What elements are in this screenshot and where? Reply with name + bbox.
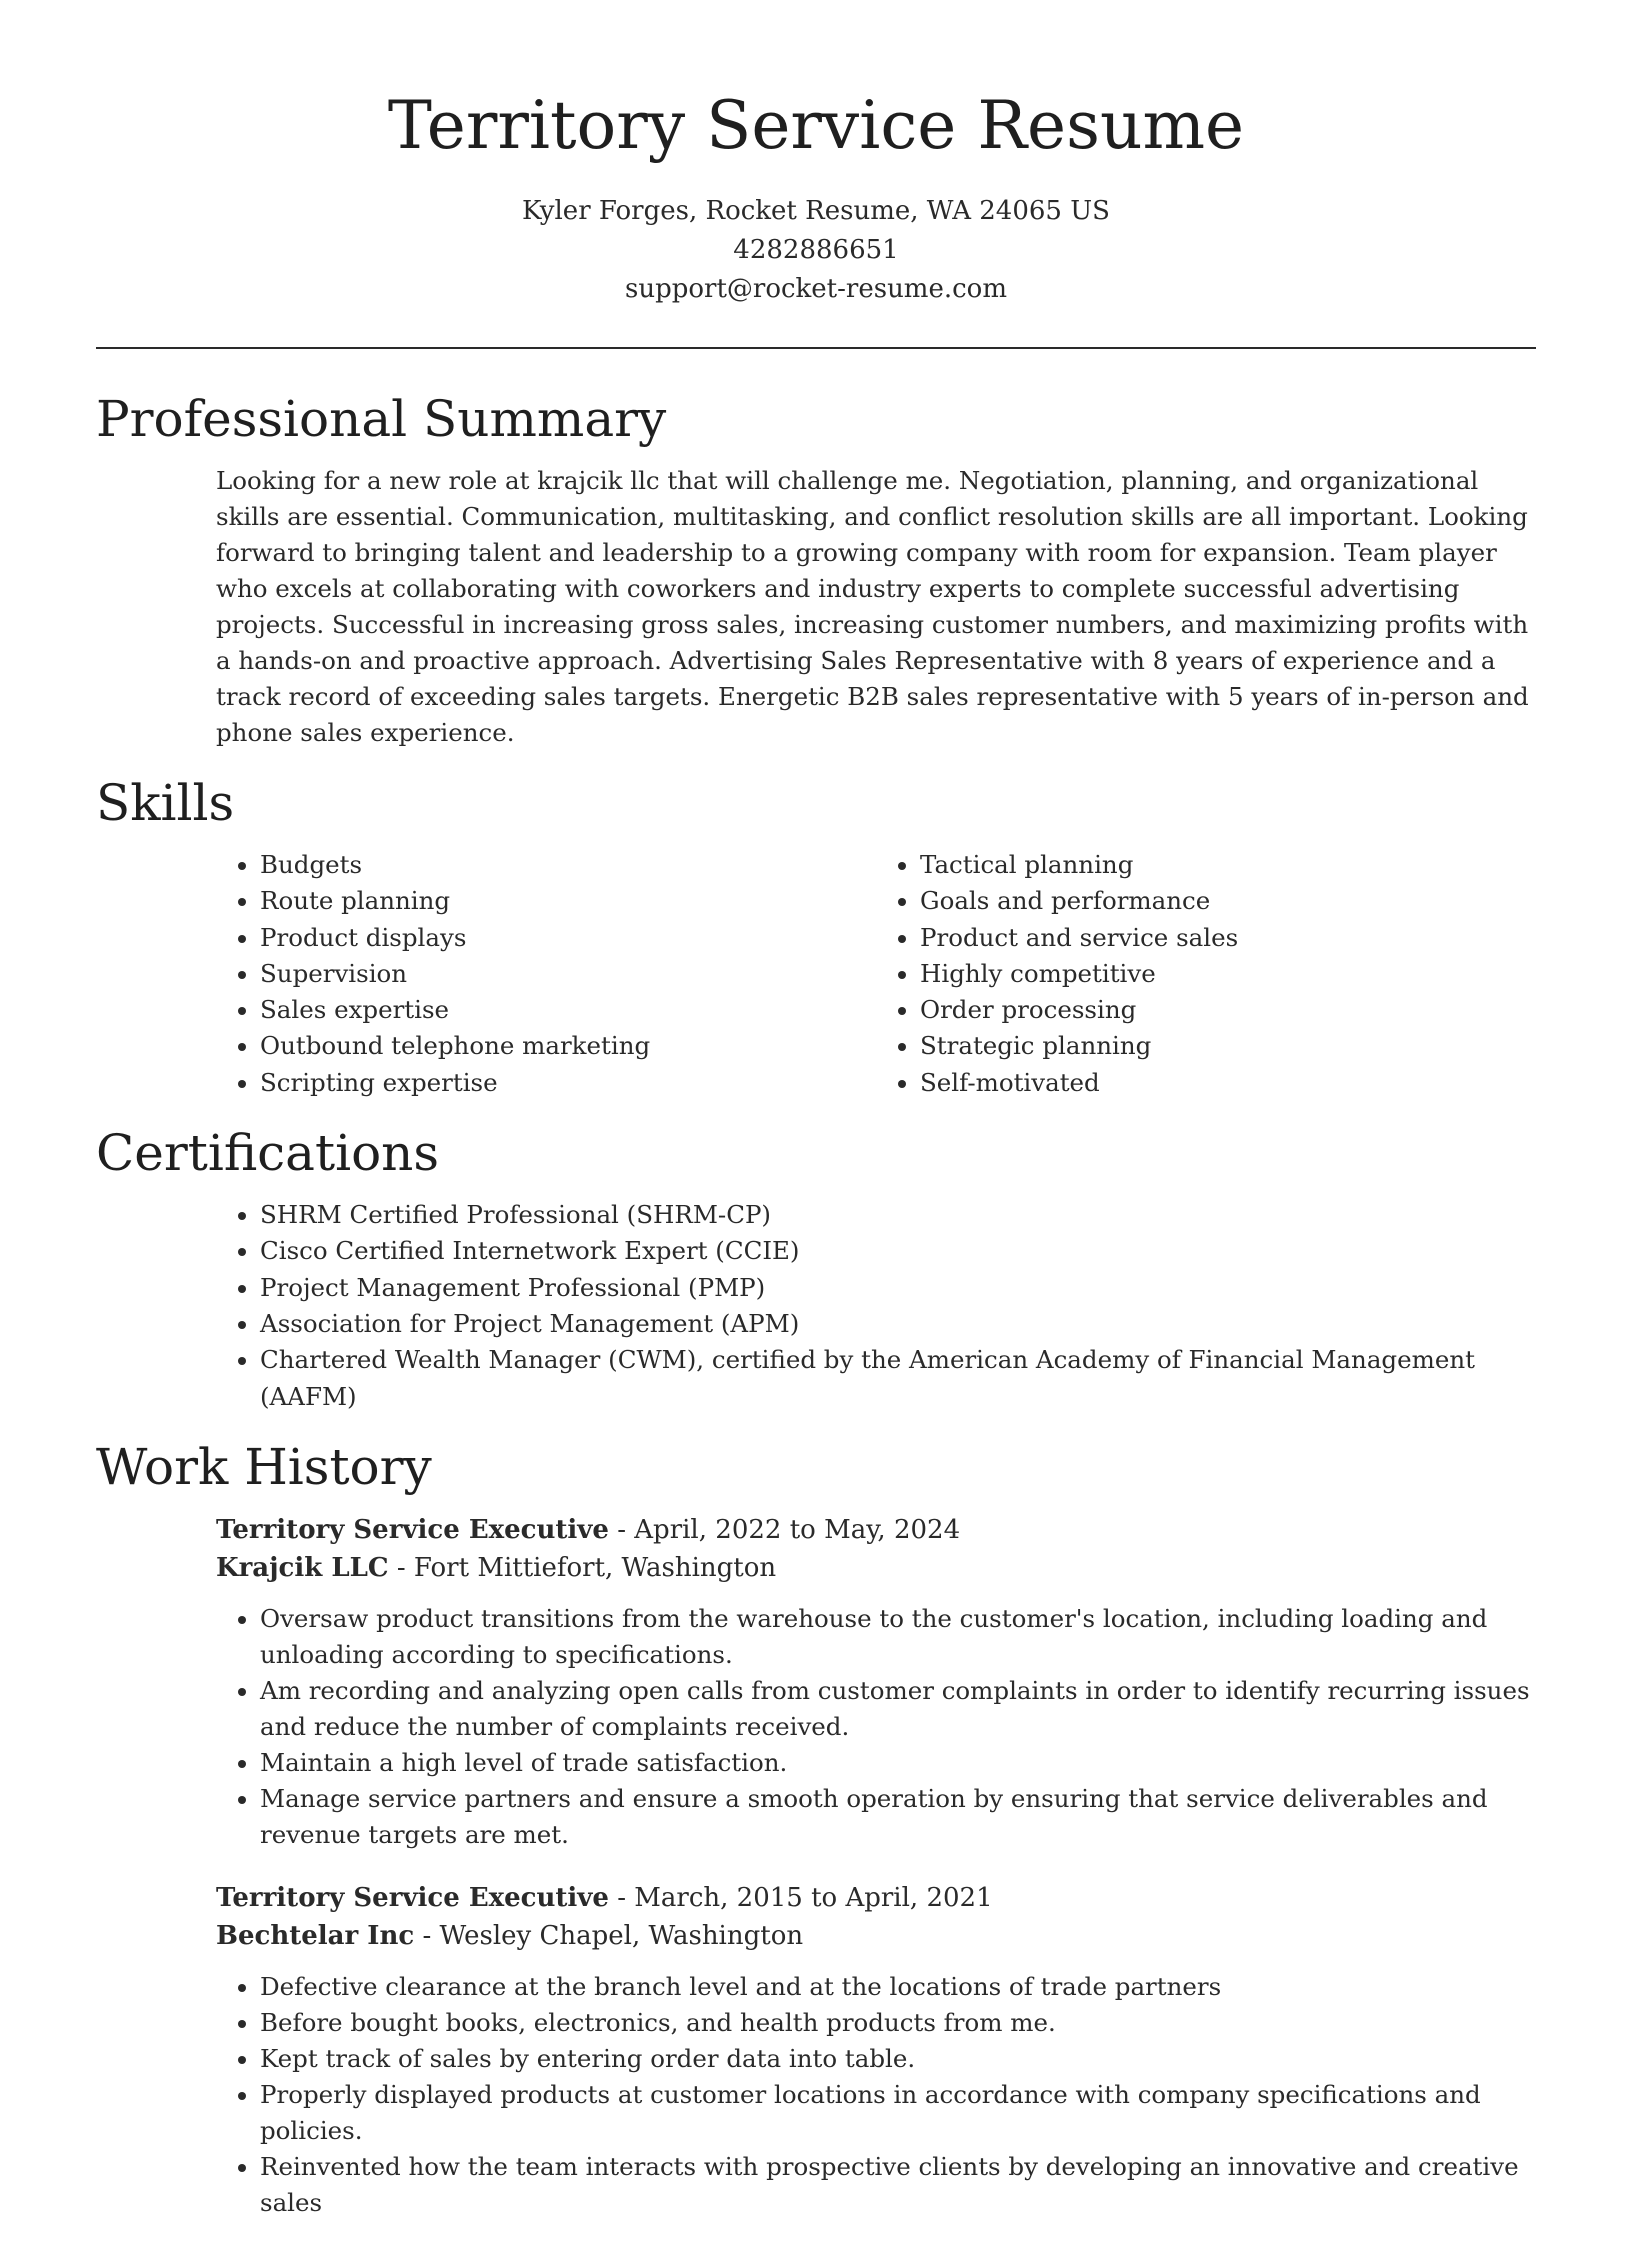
resume-header [96, 0, 1536, 309]
job-title-line [216, 1511, 1536, 1549]
skill-item: • Sales expertise [260, 992, 876, 1028]
header-divider [96, 347, 1536, 349]
summary-section [96, 389, 1536, 751]
job-dates: - April, 2022 to May, 2024 [608, 1514, 961, 1545]
summary-heading: Professional Summary [96, 390, 667, 448]
resume-title: Territory Service Resume [387, 87, 1245, 164]
certification-item: • SHRM Certified Professional (SHRM-CP) [260, 1197, 1536, 1233]
job-bullet: • Before bought books, electronics, and health products from me. [260, 2005, 1536, 2041]
skills-columns [216, 847, 1536, 1101]
job-title: Territory Service Executive [216, 1882, 609, 1913]
skills-left-column [216, 847, 876, 1101]
job-dates: - March, 2015 to April, 2021 [608, 1882, 993, 1913]
job-entry [216, 1511, 1536, 1853]
resume-page [96, 0, 1536, 2247]
skill-item: • Tactical planning [920, 847, 1536, 883]
contact-address: Kyler Forges, Rocket Resume, WA 24065 US [522, 196, 1110, 226]
job-company-line [216, 1549, 1536, 1587]
work-history-heading: Work History [96, 1437, 432, 1496]
skill-item: • Outbound telephone marketing [260, 1028, 876, 1064]
skill-item: • Highly competitive [920, 956, 1536, 992]
skills-heading: Skills [96, 774, 235, 832]
job-company-line [216, 1917, 1536, 1955]
skills-section [96, 773, 1536, 1101]
skill-item: • Product displays [260, 920, 876, 956]
job-bullet: • Am recording and analyzing open calls from customer complaints in order to identify recurring issues and reduce the number of complaints received. [260, 1673, 1536, 1745]
certifications-list [216, 1197, 1536, 1415]
job-entry [216, 1879, 1536, 2221]
job-bullet: • Manage service partners and ensure a smooth operation by ensuring that service deliverables and revenue targets are met. [260, 1781, 1536, 1853]
job-bullet-list [216, 1601, 1536, 1853]
skill-item: • Route planning [260, 883, 876, 919]
skill-item: • Self-motivated [920, 1065, 1536, 1101]
certification-item: • Chartered Wealth Manager (CWM), certified by the American Academy of Financial Management (AAFM) [260, 1342, 1536, 1415]
job-bullet: • Properly displayed products at customer locations in accordance with company specifications and policies. [260, 2077, 1536, 2149]
job-bullet-list [216, 1969, 1536, 2221]
job-bullet: • Defective clearance at the branch level and at the locations of trade partners [260, 1969, 1536, 2005]
contact-phone: 4282886651 [733, 235, 899, 265]
skill-item: • Goals and performance [920, 883, 1536, 919]
job-title: Territory Service Executive [216, 1514, 609, 1545]
skill-item: • Product and service sales [920, 920, 1536, 956]
certification-item: • Cisco Certified Internetwork Expert (CCIE) [260, 1233, 1536, 1269]
job-company: Krajcik LLC [216, 1552, 389, 1583]
job-bullet: • Maintain a high level of trade satisfaction. [260, 1745, 1536, 1781]
job-title-line [216, 1879, 1536, 1917]
contact-email: support@rocket-resume.com [624, 274, 1007, 304]
work-history-section [96, 1437, 1536, 2221]
job-location: - Wesley Chapel, Washington [414, 1920, 804, 1951]
certifications-section [96, 1123, 1536, 1415]
job-bullet: • Oversaw product transitions from the warehouse to the customer's location, including loading and unloading according to specifications. [260, 1601, 1536, 1673]
skill-item: • Budgets [260, 847, 876, 883]
certification-item: • Project Management Professional (PMP) [260, 1270, 1536, 1306]
job-bullet: • Reinvented how the team interacts with prospective clients by developing an innovative and creative sales [260, 2149, 1536, 2221]
skill-item: • Supervision [260, 956, 876, 992]
job-location: - Fort Mittiefort, Washington [388, 1552, 777, 1583]
skill-item: • Order processing [920, 992, 1536, 1028]
certification-item: • Association for Project Management (APM) [260, 1306, 1536, 1342]
job-company: Bechtelar Inc [216, 1920, 415, 1951]
skills-right-column [876, 847, 1536, 1101]
skill-item: • Scripting expertise [260, 1065, 876, 1101]
skill-item: • Strategic planning [920, 1028, 1536, 1064]
summary-text: Looking for a new role at krajcik llc that will challenge me. Negotiation, planning, and organizational skills are essential. Communication, multitasking, and conflict resolution skills are all important. Looking forward to bringing talent and leadership to a growing company with room for expansion. Team player who excels at collaborating with coworkers and industry experts to complete successful advertising projects. Successful in increasing gross sales, increasing customer numbers, and maximizing profits with a hands-on and proactive approach. Advertising Sales Representative with 8 years of experience and a track record of exceeding sales targets. Energetic B2B sales representative with 5 years of in-person and phone sales experience. [216, 466, 1529, 747]
certifications-heading: Certifications [96, 1124, 440, 1183]
job-bullet: • Kept track of sales by entering order data into table. [260, 2041, 1536, 2077]
